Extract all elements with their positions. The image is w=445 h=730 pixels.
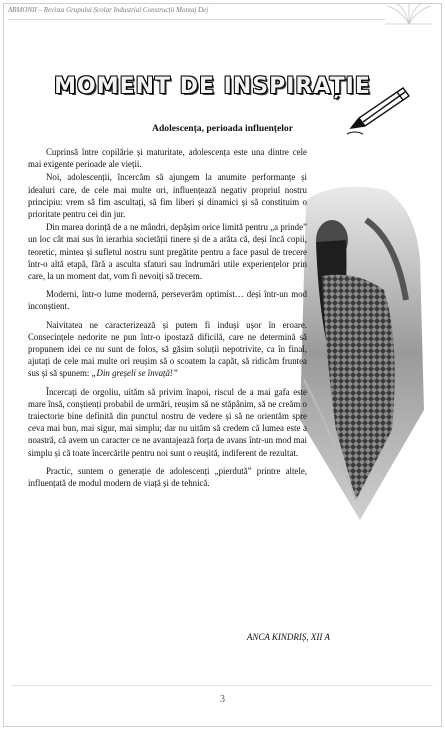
footer-divider: [12, 685, 433, 686]
header-divider: [8, 19, 385, 20]
paragraph: Din marea dorință de a ne mândri, depășim orice limită pentru „a prinde” un loc cât mai sus în ierarhia societății tinere și de a arăta că, deși încă copii, teoretic, mintea și sufletul nostru sunt pregătite pentru a face pasul de trecere într-o altă etapă, fără a asculta sfaturi sau îndrumări utile experiențelor prin care, la un moment dat, vom fi nevoiți să trecem.: [28, 222, 307, 282]
article-subtitle: Adolescența, perioada influențelor: [152, 123, 293, 134]
paragraph: Noi, adolescenții, încercăm să ajungem la anumite performanțe și idealuri care, de cele mai multe ori, influențează negativ propriul nostru principiu: vrem să fim ascultați, să fim liberi și dinamici și să constituim o prioritate pentru cei din jur.: [28, 172, 307, 220]
paragraph-with-quote: [28, 319, 307, 380]
article-body: [28, 146, 307, 490]
paragraph: Practic, suntem o generație de adolescenți „pierdută” printre altele, influențată de modul modern de viață și de tehnică.: [28, 465, 307, 489]
portrait-photo: [296, 180, 424, 530]
paragraph: Cuprinsă între copilărie și maturitate, adolescența este una dintre cele mai exigente perioade ale vieții.: [28, 147, 307, 170]
running-header: ARMONII – Revista Grupului Școlar Industrial Construcții Montaj Dej: [8, 6, 209, 14]
paragraph: Naivitatea ne caracterizează și putem fi induși ușor în eroare. Consecințele nedorite ne pun într-o ipostază dificilă, care ne determină să propunem idei ce nu sunt de folos, să găsim soluții nepotrivite, ca în final, ajutați de cele mai multe ori reușim să o scoatem la capăt, să ridicăm fruntea sus și să spunem:: [28, 319, 307, 379]
page-number: 3: [220, 694, 225, 705]
quote-text: „Din greșeli se învață!”: [91, 368, 178, 379]
ornament-icon: [381, 2, 437, 26]
author-signature: ANCA KINDRIȘ, XII A: [246, 632, 330, 642]
paragraph: Moderni, într-o lume modernă, perseverăm optimist… deși într-un mod inconștient.: [28, 289, 307, 312]
paragraph: Încercați de orgoliu, uităm să privim înapoi, riscul de a mai gafa este mare însă, conștienți probabil de urmări, reușim să ne stăpânim, să ne creăm o traiectorie bine definită din punctul nostru de vedere și să ne orientăm spre ceva mai bun, mai sigur, mai simplu; dar nu uităm să credem că lumea este a noastră, că avem un caracter ce ne avantajează forța de avans într-un mod mai simplu și că toate încercările pentru noi sunt o reușită, indiferent de rezultat.: [28, 386, 307, 458]
article-title: MOMENT DE INSPIRAȚIE: [54, 74, 371, 99]
